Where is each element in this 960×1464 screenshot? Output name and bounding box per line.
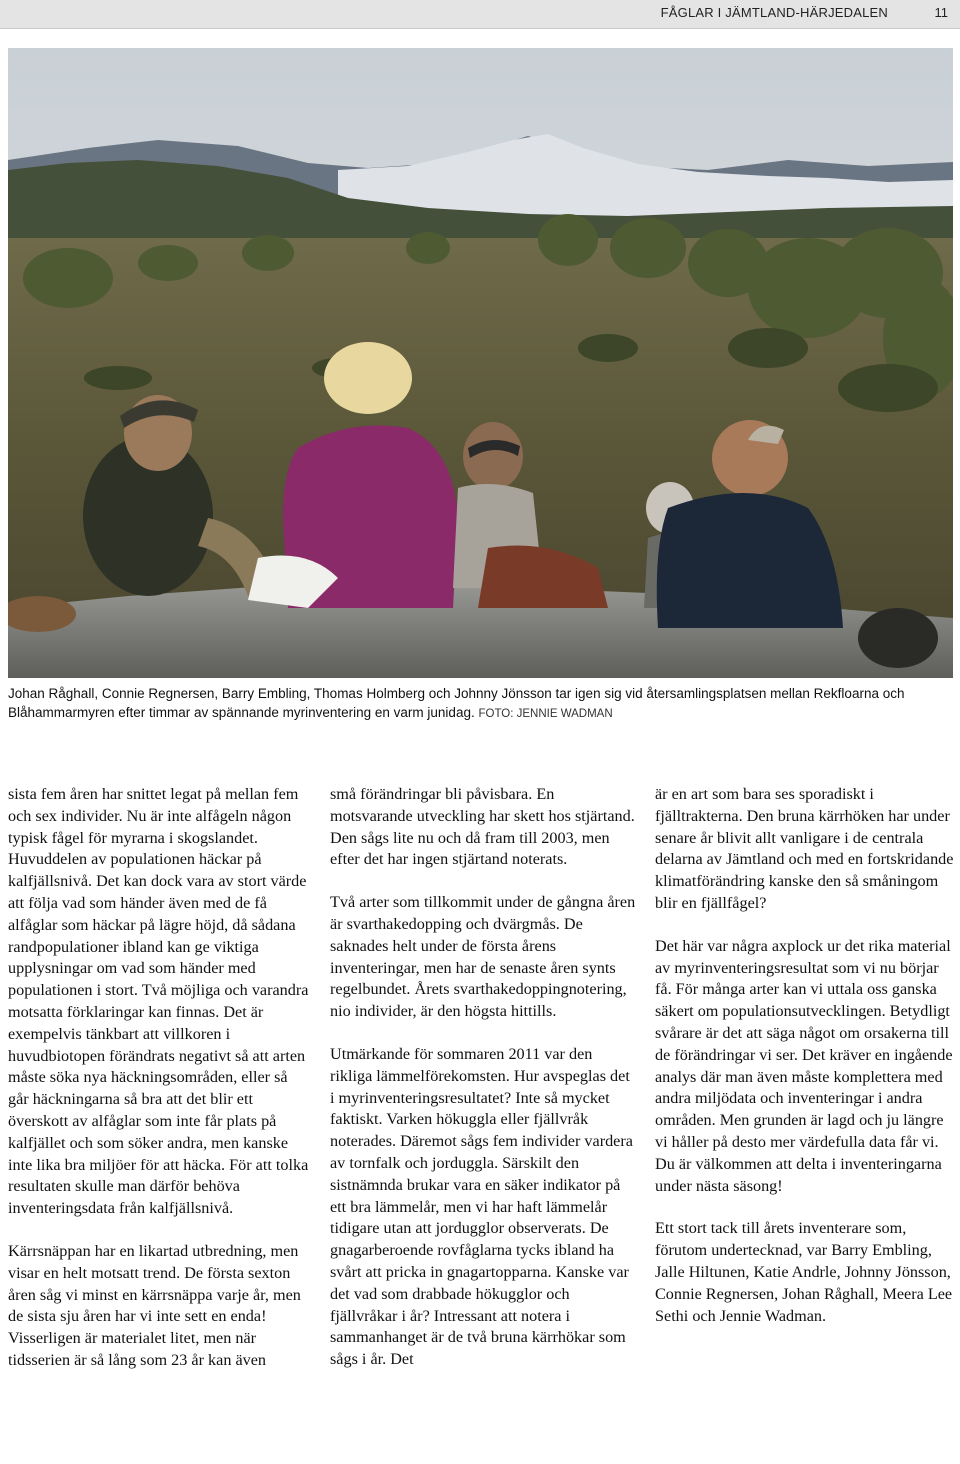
text-column-2 (330, 784, 636, 1371)
paragraph: Utmärkande för sommaren 2011 var den rikliga lämmelförekomsten. Hur avspeglas det i myrinventeringsresultatet? Inte så mycket faktiskt. Varken hökuggla eller fjällvråk noterades. Däremot sågs fem individer vardera av tornfalk och jorduggla. Särskilt den sistnämnda brukar vara en säker indikator på ett bra lämmelår, men vi har haft lämmelår tidigare utan att jordugglor observerats. De gnagarberoende rovfåglarna tycks ibland ha svårt att pricka in gnagartopparna. Kanske var det vad som drabbade hökugglor och fjällvråkar i år? Intressant att notera i sammanhanget är de två bruna kärrhökar som sågs i år. Det (330, 1044, 633, 1369)
paragraph: är en art som bara ses sporadiskt i fjälltrakterna. Den bruna kärrhöken har under senare år blivit allt vanligare i de centrala delarna av Jämtland och med en fortskridande klimatförändring kanske den så småningom blir en fjällfågel? (655, 785, 954, 912)
photo-credit: FOTO: JENNIE WADMAN (478, 708, 613, 720)
paragraph: Det här var några axplock ur det rika material av myrinventeringsresultat som vi nu börjar få. För många arter kan vi uttala oss ganska säkert om populationsutvecklingen. Betydligt svårare är det att säga något om orsakerna till de förändringar vi ser. Det kräver en ingående analys där man även måste komplettera med andra miljödata och inventeringar i andra områden. Men grunden är lagd och ju längre vi håller på desto mer värdefulla data får vi. Du är välkommen att delta i inventeringarna under nästa säsong! (655, 936, 953, 1195)
photo (8, 48, 953, 678)
running-head (0, 0, 960, 29)
paragraph: Kärrsnäppan har en likartad utbredning, men visar en helt motsatt trend. De första sexton åren såg vi minst en kärrsnäppa varje år, men de sista sju åren har vi inte sett en enda! Visserligen är materialet litet, men när tidsserien är så lång som 23 år kan även (8, 1241, 301, 1369)
page-number: 11 (934, 5, 948, 20)
text-column-3 (655, 784, 955, 1327)
paragraph: Ett stort tack till årets inventerare som, förutom undertecknad, var Barry Embling, Jalle Hiltunen, Katie Andrle, Johnny Jönsson, Connie Regnersen, Johan Råghall, Meera Lee Sethi och Jennie Wadman. (655, 1219, 953, 1325)
paragraph: små förändringar bli påvisbara. En motsvarande utveckling har skett hos stjärtand. Den sågs lite nu och då fram till 2003, men efter det har ingen stjärtand noterats. (330, 785, 635, 869)
paragraph: sista fem åren har snittet legat på mellan fem och sex individer. Nu är inte alfågeln någon typisk fågel för myrarna i skogslandet. Huvuddelen av populationen häckar på kalfjällsnivå. Det kan dock vara av stort värde att följa vad som händer även med de få alfåglar som häckar på lägre höjd, då sådana randpopulationer ibland kan ge viktiga upplysningar om vad som händer med populationen i stort. Två möjliga och varandra motsatta förklaringar kan finnas. Det är exempelvis tänkbart att villkoren i huvudbiotopen förändrats negativt så att arten måste söka nya häckningsområden, eller så går häckningarna så bra att det blir ett överskott av alfåglar som inte får plats på kalfjället och som söker andra, men kanske inte lika bra miljöer för att häcka. För att tolka resultaten skulle man därför behöva inventeringsdata från kalfjällsnivå. (8, 785, 309, 1218)
photo-caption (8, 684, 953, 724)
caption-text: Johan Råghall, Connie Regnersen, Barry Embling, Thomas Holmberg och Johnny Jönsson tar igen sig vid återsamlingsplatsen mellan Rekfloarna och Blåhammarmyren efter timmar av spännande myrinventering en varm junidag. (8, 686, 905, 720)
text-column-1 (8, 784, 310, 1372)
running-title: FÅGLAR I JÄMTLAND-HÄRJEDALEN (660, 5, 888, 20)
paragraph: Två arter som tillkommit under de gångna åren är svarthakedopping och dvärgmås. De saknades helt under de första årens inventeringar, men har de senaste åren synts regelbundet. Årets svarthakedoppingnotering, nio individer, är den högsta hittills. (330, 893, 636, 1021)
